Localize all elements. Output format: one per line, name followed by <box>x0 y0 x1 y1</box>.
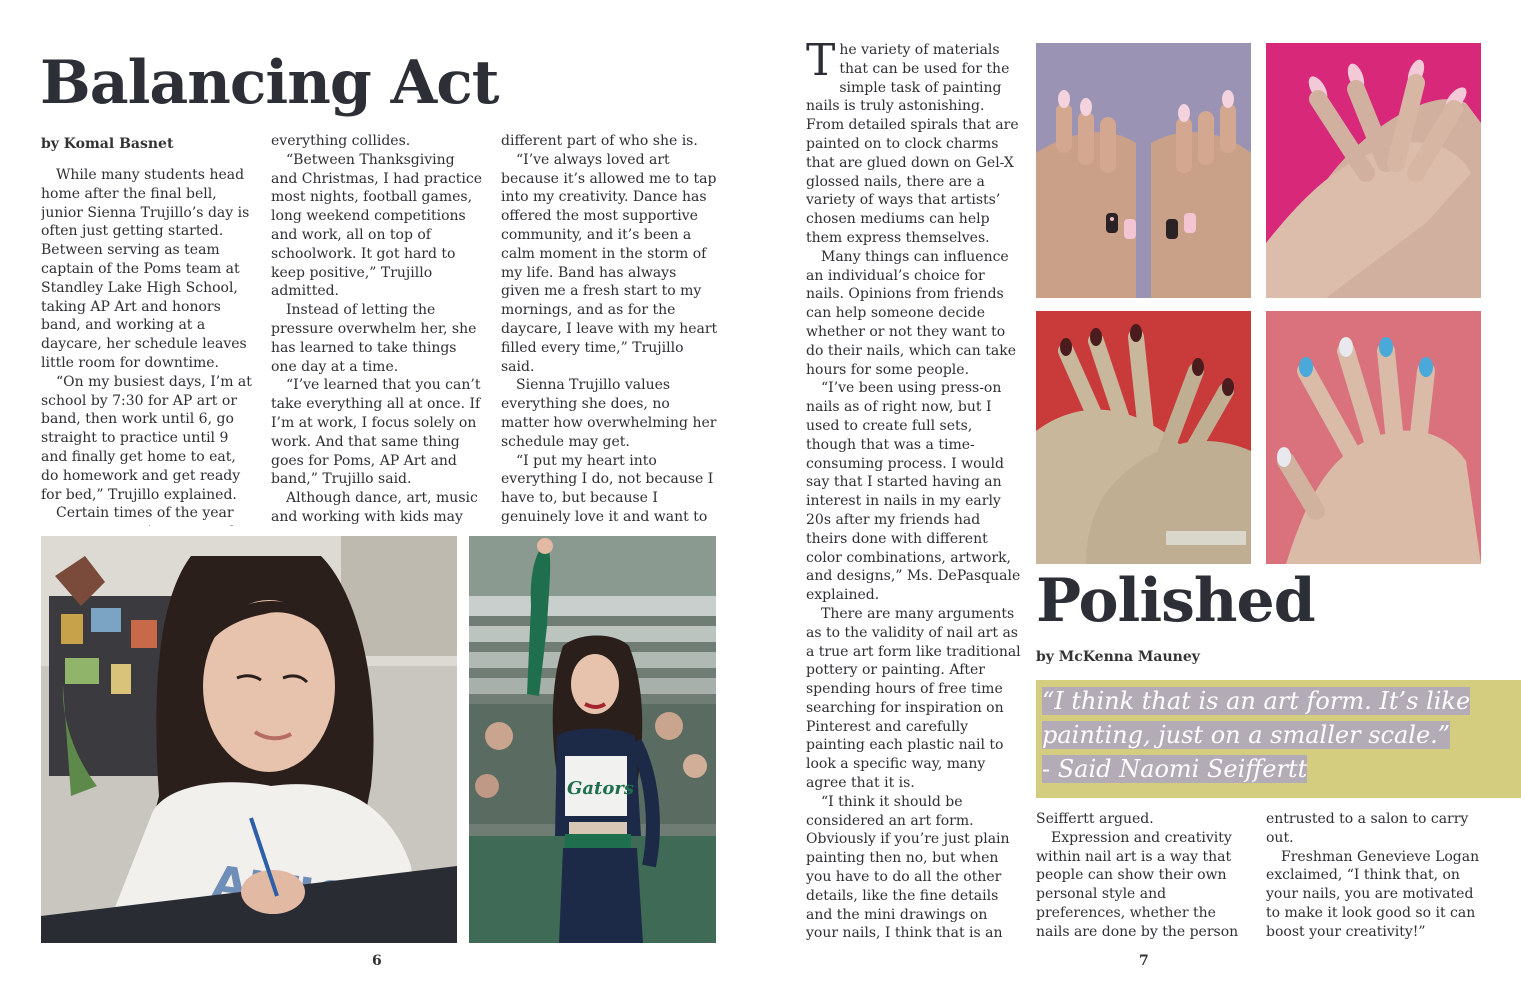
paragraph: different part of who she is. <box>501 133 698 149</box>
left-column-1 <box>41 166 253 526</box>
pull-quote-line-1: “I think that is an art form. It’s like <box>1042 687 1471 715</box>
page-number-right: 7 <box>1139 953 1149 969</box>
first-paragraph-text: he variety of materials that can be used for the simple task of painting nails is truly astonishing. From detailed spirals that are painted on to clock charms that are glued down on Gel-X glossed nails, there are a variety of ways that artists’ chosen mediums can help them express themselves. <box>806 42 1019 246</box>
paragraph: “I put my heart into everything I do, not because I have to, but because I genuinely love it and want to <box>501 452 714 525</box>
paragraph: “I’ve always loved art because it’s allowed me to tap into my creativity. Dance has offered the most supportive community, and it’s been a calm moment in the storm of my life. Band has always given me a fresh start to my mornings, and as for the daycare, I leave with my heart filled every time,” Trujillo said. <box>501 151 718 375</box>
pull-quote <box>1036 680 1521 798</box>
pom-dancer-photo <box>469 536 716 943</box>
paragraph: “Between Thanksgiving and Christmas, I had practice most nights, football games, long weekend competitions and work, all on top of schoolwork. It got hard to keep positive,” Trujillo admitted. <box>271 151 483 300</box>
left-column-3 <box>501 132 719 526</box>
student-drawing-photo <box>41 536 457 943</box>
paragraph: “On my busiest days, I’m at school by 7:30 for AP art or band, then work until 6, go straight to practice until 9 and finally get home to eat, do homework and get ready for bed,” Trujillo explained. <box>41 373 252 503</box>
paragraph: everything collides. <box>271 133 411 149</box>
paragraph: There are many arguments as to the validity of nail art as a true art form like traditional pottery or painting. After spending hours of free time searching for inspiration on Pinterest and carefully painting each plastic nail to look a specific way, many agree that it is. <box>806 605 1021 792</box>
right-column-3 <box>1266 810 1480 943</box>
paragraph: “I’ve learned that you can’t take everything all at once. If I’m at work, I focus solely on work. And that same thing goes for Poms, AP Art and band,” Trujillo said. <box>271 377 481 488</box>
paragraph: While many students head home after the final bell, junior Sienna Trujillo’s day is often just getting started. Between serving as team captain of the Poms team at Standley Lake High School, taking AP Art and honors band, and working at a daycare, her schedule leaves little room for downtime. <box>41 167 250 371</box>
page-number-left: 6 <box>372 953 382 969</box>
nail-photo-red <box>1036 311 1251 564</box>
nail-photo-red-illustration <box>1036 311 1251 564</box>
nail-photo-purple <box>1036 43 1251 298</box>
pull-quote-attribution: - Said Naomi Seiffertt <box>1042 755 1308 783</box>
paragraph: “I’ve been using press-on nails as of right now, but I used to create full sets, though that was a time-consuming process. I would say that I started having an interest in nails in my early 20s after my friends had theirs done with different color combinations, artwork, and designs,” Ms. DePasquale explained. <box>806 380 1021 604</box>
left-column-2 <box>271 132 485 526</box>
paragraph: Many things can influence an individual’s choice for nails. Opinions from friends can help someone decide whether or not they want to do their nails, which can take hours for some people. <box>806 248 1016 378</box>
left-byline: by Komal Basnet <box>41 136 174 152</box>
paragraph <box>806 41 1022 248</box>
paragraph: “I think it should be considered an art form. Obviously if you’re just plain painting then no, but when you have to do all the other details, like the fine details and the mini drawings on your nails, I think that is an <box>806 793 1010 942</box>
nail-photo-magenta-illustration <box>1266 43 1481 298</box>
nail-photo-pink <box>1266 311 1481 564</box>
nail-photo-magenta <box>1266 43 1481 298</box>
paragraph: Certain times of the year <box>56 505 234 522</box>
polished-title: Polished <box>1036 566 1315 636</box>
paragraph: entrusted to a salon to carry out. <box>1266 811 1469 846</box>
right-column-2 <box>1036 810 1250 943</box>
nail-photo-purple-illustration <box>1036 43 1251 298</box>
drop-cap: T <box>806 41 836 86</box>
paragraph: Although dance, art, music and working with kids may <box>271 490 478 525</box>
paragraph: Freshman Genevieve Logan exclaimed, “I think that, on your nails, you are motivated to make it look good so it can boost your creativity!” <box>1266 848 1480 940</box>
balancing-act-title: Balancing Act <box>40 48 499 118</box>
student-drawing-illustration <box>41 536 457 943</box>
right-column-1 <box>806 41 1022 943</box>
nail-photo-pink-illustration <box>1266 311 1481 564</box>
pull-quote-line-2: painting, just on a smaller scale.” <box>1042 721 1451 749</box>
paragraph: Instead of letting the pressure overwhelm her, she has learned to take things one day at a time. <box>271 302 477 375</box>
paragraph: Sienna Trujillo values everything she does, no matter how overwhelming her schedule may get. <box>501 377 717 450</box>
right-byline: by McKenna Mauney <box>1036 649 1200 665</box>
pom-dancer-illustration <box>469 536 716 943</box>
paragraph: Seiffertt argued. <box>1036 811 1154 827</box>
paragraph: Expression and creativity within nail art is a way that people can show their own personal style and preferences, whether the nails are done by the person <box>1036 829 1239 940</box>
uniform-lettering: Gators <box>567 778 634 799</box>
